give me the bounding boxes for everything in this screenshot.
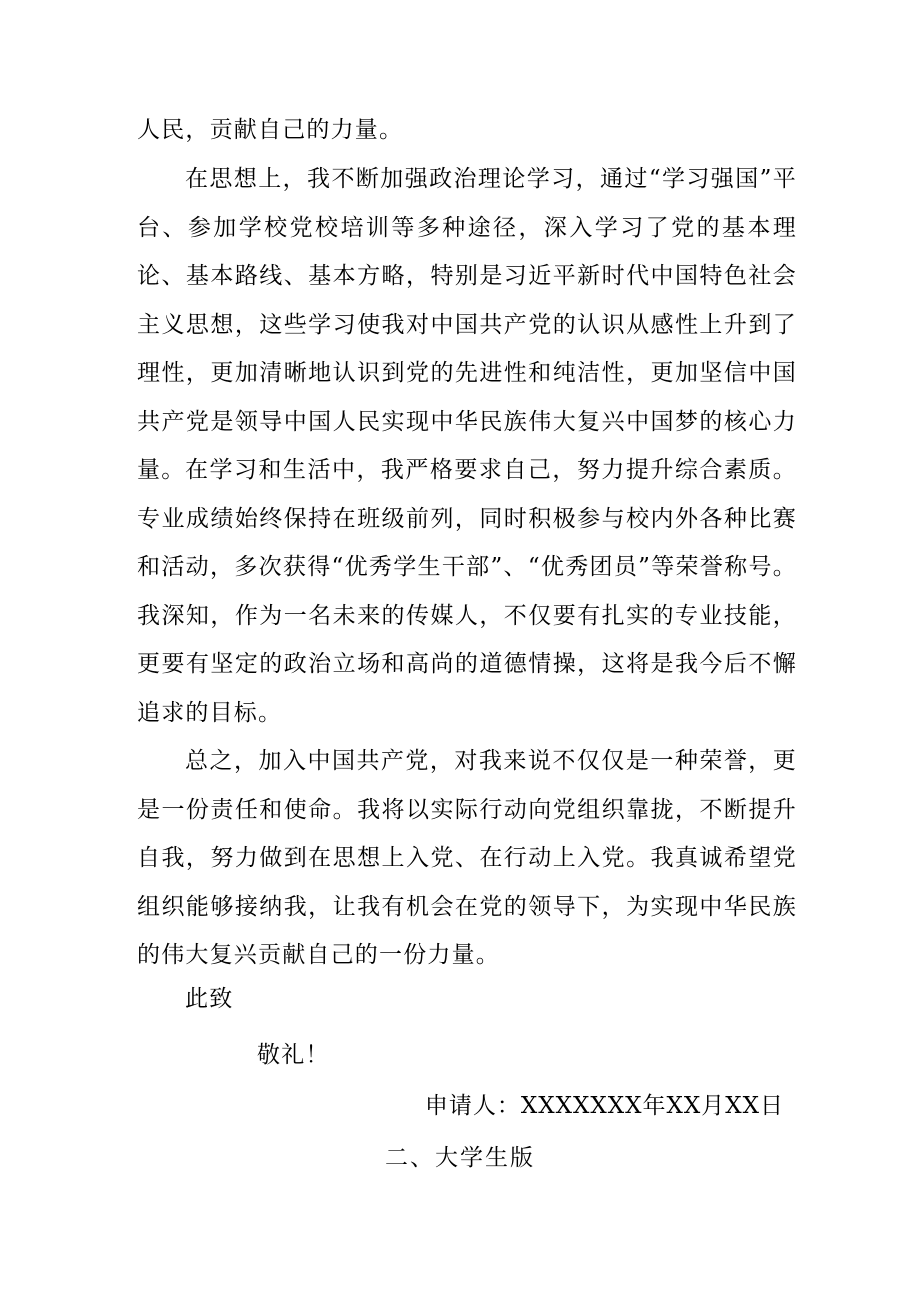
section-title: 二、大学生版 bbox=[385, 1145, 535, 1171]
paragraph-study-life: 在学习和生活中，我严格要求自己，努力提升综合素质。专业成绩始终保持在班级前列，同时积极参与校内外各种比赛和活动，多次获得“优秀学生干部”、“优秀团员”等荣誉称号。我深知，作为一名未来的传媒人，不仅要有扎实的专业技能，更要有坚定的政治立场和高尚的道德情操，这将是我今后不懈追求的目标。 bbox=[137, 457, 797, 726]
signature-line: 申请人：XXXXXXX年XX月XX日 bbox=[424, 1093, 784, 1119]
paragraph-continuation: 人民，贡献自己的力量。 bbox=[137, 117, 404, 143]
paragraph-ideology: 在思想上，我不断加强政治理论学习，通过“学习强国”平台、参加学校党校培训等多种途径，深入学习了党的基本理论、基本路线、基本方略，特别是习近平新时代中国特色社会主义思想，这些学习使我对中国共产党的认识从感性上升到了理性，更加清晰地认识到党的先进性和纯洁性，更加坚信中国共产党是领导中国人民实现中华民族伟大复兴中国梦的核心力量。 bbox=[137, 166, 797, 483]
salutation: 敬礼！ bbox=[257, 1042, 330, 1068]
paragraph-conclusion: 总之，加入中国共产党，对我来说不仅仅是一种荣誉，更是一份责任和使命。我将以实际行动向党组织靠拢，不断提升自我，努力做到在思想上入党、在行动上入党。我真诚希望党组织能够接纳我，让我有机会在党的领导下，为实现中华民族的伟大复兴贡献自己的一份力量。 bbox=[137, 748, 797, 968]
closing-phrase: 此致 bbox=[185, 986, 234, 1012]
